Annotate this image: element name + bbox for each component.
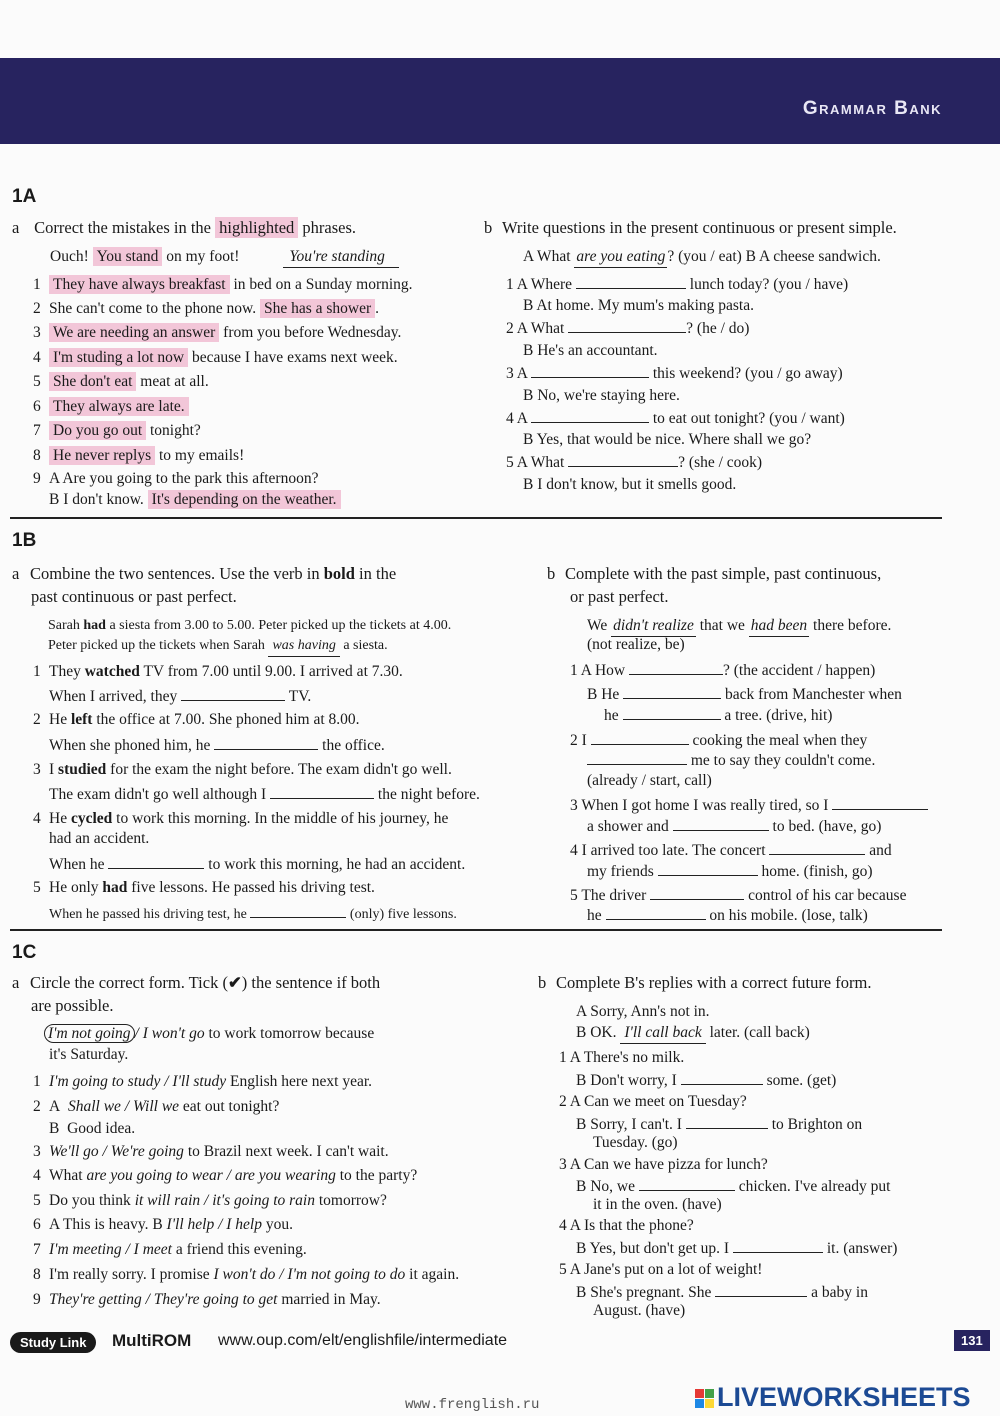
list-item: 1 A How ? (the accident / happen) [570,662,876,679]
list-item: Tuesday. (go) [593,1134,678,1151]
list-item: 2 I cooking the meal when they [570,732,868,749]
list-item: 7 Do you go out tonight? [33,422,201,439]
list-item: 5 A Jane's put on a lot of weight! [559,1261,763,1278]
list-item: 8 I'm really sorry. I promise I won't do / I'm not going to do it again. [33,1266,460,1283]
list-item: 3 A this weekend? (you / go away) [506,365,843,382]
multirom-label: MultiROM [112,1331,192,1350]
exercise-1b-a-example-line1: Sarah had a siesta from 3.00 to 5.00. Peter picked up the tickets at 4.00. [48,618,452,633]
footer-url-link[interactable]: www.oup.com/elt/englishfile/intermediate [218,1332,508,1349]
study-link-badge: Study Link [10,1332,96,1353]
list-item: B Don't worry, I some. (get) [576,1072,837,1089]
list-item: 8 He never replys to my emails! [33,447,245,464]
list-item: 1 They have always breakfast in bed on a Sunday morning. [33,276,413,293]
list-item: had an accident. [49,830,150,847]
list-item: 1 I'm going to study / I'll study English here next year. [33,1073,373,1090]
list-item: 4 I'm studing a lot now because I have exams next week. [33,349,398,366]
list-item: 5 Do you think it will rain / it's going to rain tomorrow? [33,1192,387,1209]
list-item: he on his mobile. (lose, talk) [587,907,868,924]
list-item: 5 The driver control of his car because [570,887,907,904]
list-item-answer: When I arrived, they TV. [49,688,312,705]
list-item: B Yes, that would be nice. Where shall we go? [523,431,812,448]
list-item: he a tree. (drive, hit) [604,707,833,724]
list-item-answer: When she phoned him, he the office. [49,737,385,754]
section-label-1c: 1C [12,942,37,963]
watermark-url: www.frenglish.ru [405,1397,540,1413]
page-title: Grammar Bank [802,98,942,119]
list-item: me to say they couldn't come. [587,750,875,771]
exercise-1b-a-instructions: a Combine the two sentences. Use the verb in bold in the [12,564,397,583]
list-item: 5 A What ? (she / cook) [506,454,763,471]
exercise-1c-a-instructions: a Circle the correct form. Tick (✔) the sentence if both [12,973,381,992]
list-item: a shower and to bed. (have, go) [587,818,882,835]
exercise-1b-b-instructions: b Complete with the past simple, past continuous, [547,564,882,583]
list-item: 3 We are needing an answer from you before Wednesday. [33,324,402,341]
list-item: B Sorry, I can't. I to Brighton on [576,1116,863,1133]
list-item: B I don't know. It's depending on the weather. [49,490,341,510]
list-item: 1 A Where lunch today? (you / have) [506,276,849,293]
list-item: 9 They're getting / They're going to get married in May. [33,1291,381,1308]
exercise-1b-b-instructions-line2: or past perfect. [570,587,669,606]
exercise-1c-a-example: I'm not going / I won't go to work tomorrow because [44,1024,374,1044]
exercise-1c-a-instructions-line2: are possible. [31,996,114,1015]
list-item: B He back from Manchester when [587,686,902,703]
list-item-answer: The exam didn't go well although I the night before. [49,786,480,803]
exercise-1b-b-example: We didn't realize that we had been there before. [587,616,891,637]
list-item: B Good idea. [49,1120,136,1137]
list-item: 4 A to eat out tonight? (you / want) [506,410,845,427]
list-item: 2 A Can we meet on Tuesday? [559,1093,747,1110]
exercise-1c-b-example-a: A Sorry, Ann's not in. [576,1003,710,1020]
list-item: 7 I'm meeting / I meet a friend this evening. [33,1241,307,1258]
exercise-1a-b-example: A What are you eating ? (you / eat) B A cheese sandwich. [523,247,881,268]
list-item: (already / start, call) [587,772,712,789]
list-item: August. (have) [593,1302,686,1319]
list-item: 4 What are you going to wear / are you wearing to the party? [33,1167,418,1184]
list-item: 2 She can't come to the phone now. She has a shower . [33,300,380,317]
list-item: 2 A Shall we / Will we eat out tonight? [33,1098,280,1115]
list-item: B At home. My mum's making pasta. [523,297,754,314]
section-divider [10,517,942,519]
list-item: 5 He only had five lessons. He passed his driving test. [33,879,375,896]
list-item: 3 I studied for the exam the night before. The exam didn't go well. [33,761,452,778]
list-item: B No, we're staying here. [523,387,680,404]
exercise-1b-a-instructions-line2: past continuous or past perfect. [31,587,237,606]
list-item: my friends home. (finish, go) [587,863,873,880]
liveworksheets-logo: LIVEWORKSHEETS [695,1382,971,1413]
list-item: 2 He left the office at 7.00. She phoned him at 8.00. [33,711,360,728]
list-item: 1 A There's no milk. [559,1049,685,1066]
list-item: it in the oven. (have) [593,1196,722,1213]
list-item-answer: When he passed his driving test, he (only) five lessons. [49,903,457,925]
list-item: 3 When I got home I was really tired, so I [570,795,928,816]
list-item: 5 She don't eat meat at all. [33,373,209,390]
list-item: 3 We'll go / We're going to Brazil next week. I can't wait. [33,1143,389,1160]
exercise-1c-b-instructions: b Complete B's replies with a correct future form. [538,973,872,992]
list-item: B She's pregnant. She a baby in [576,1284,868,1301]
exercise-1a-a-example: Ouch! You stand on my foot! You're standing [50,247,399,268]
list-item: 4 A Is that the phone? [559,1217,694,1234]
page-number: 131 [954,1330,990,1351]
section-label-1a: 1A [12,186,37,207]
header-band [0,58,1000,144]
list-item: 6 They always are late. [33,397,189,417]
exercise-1c-b-example-b: B OK. I'll call back later. (call back) [576,1023,810,1044]
exercise-1b-b-example-line2: (not realize, be) [587,636,685,653]
list-item: B He's an accountant. [523,342,658,359]
list-item: B I don't know, but it smells good. [523,476,737,493]
list-item-answer: When he to work this morning, he had an accident. [49,856,466,873]
list-item: 1 They watched TV from 7.00 until 9.00. I arrived at 7.30. [33,663,403,680]
exercise-1a-a-instructions: a Correct the mistakes in the highlighted phrases. [12,218,357,237]
list-item: 4 I arrived too late. The concert and [570,842,892,859]
liveworksheets-logo-icon [695,1389,714,1408]
exercise-1c-a-example-line2: it's Saturday. [49,1046,129,1063]
section-label-1b: 1B [12,530,37,551]
list-item: 6 A This is heavy. B I'll help / I help you. [33,1216,293,1233]
list-item: 4 He cycled to work this morning. In the middle of his journey, he [33,810,449,827]
list-item: B Yes, but don't get up. I it. (answer) [576,1240,898,1257]
list-item: B No, we chicken. I've already put [576,1178,891,1195]
circled-answer: I'm not going [44,1024,135,1043]
exercise-1a-b-instructions: b Write questions in the present continuous or present simple. [484,218,897,237]
exercise-1b-a-example-line2: Peter picked up the tickets when Sarah was having a siesta. [48,636,388,657]
list-item: 9 A Are you going to the park this afternoon? [33,470,319,487]
list-item: 2 A What ? (he / do) [506,320,750,337]
list-item: 3 A Can we have pizza for lunch? [559,1156,768,1173]
section-divider [10,929,942,931]
